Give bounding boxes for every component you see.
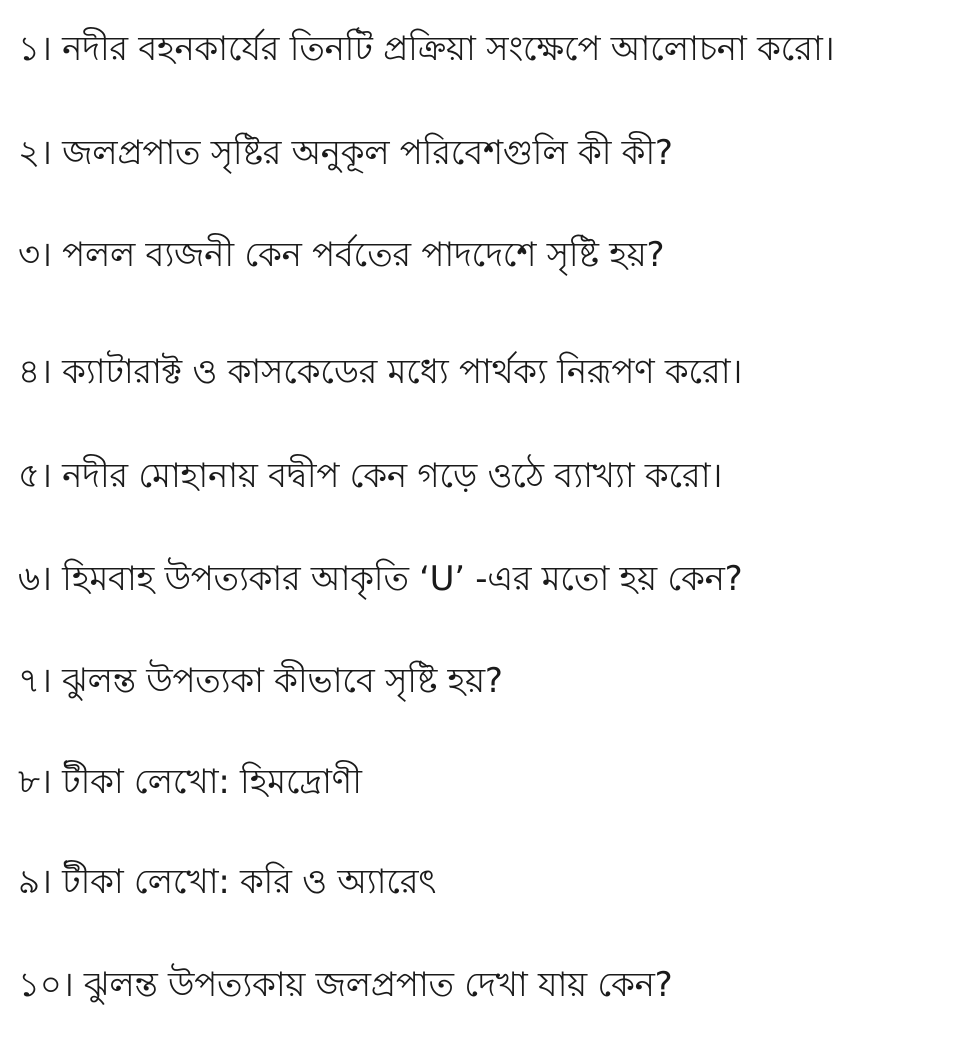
question-7: ৭। ঝুলন্ত উপত্যকা কীভাবে সৃষ্টি হয়? — [18, 661, 503, 701]
question-8: ৮। টীকা লেখো: হিমদ্রোণী — [18, 762, 362, 802]
question-4: ৪। ক্যাটারাক্ট ও কাসকেডের মধ্যে পার্থক্য নিরূপণ করো। — [18, 352, 743, 392]
question-6: ৬। হিমবাহ উপত্যকার আকৃতি ‘U’ -এর মতো হয় কেন? — [18, 559, 743, 599]
question-5: ৫। নদীর মোহানায় বদ্বীপ কেন গড়ে ওঠে ব্যাখ্যা করো। — [18, 456, 723, 496]
question-10: ১০। ঝুলন্ত উপত্যকায় জলপ্রপাত দেখা যায় কেন? — [18, 965, 673, 1005]
question-1: ১। নদীর বহনকার্যের তিনটি প্রক্রিয়া সংক্ষেপে আলোচনা করো। — [18, 29, 835, 69]
question-9: ৯। টীকা লেখো: করি ও অ্যারেৎ — [18, 862, 437, 902]
question-3: ৩। পলল ব্যজনী কেন পর্বতের পাদদেশে সৃষ্টি হয়? — [18, 235, 665, 275]
question-2: ২। জলপ্রপাত সৃষ্টির অনুকূল পরিবেশগুলি কী কী? — [18, 133, 673, 173]
